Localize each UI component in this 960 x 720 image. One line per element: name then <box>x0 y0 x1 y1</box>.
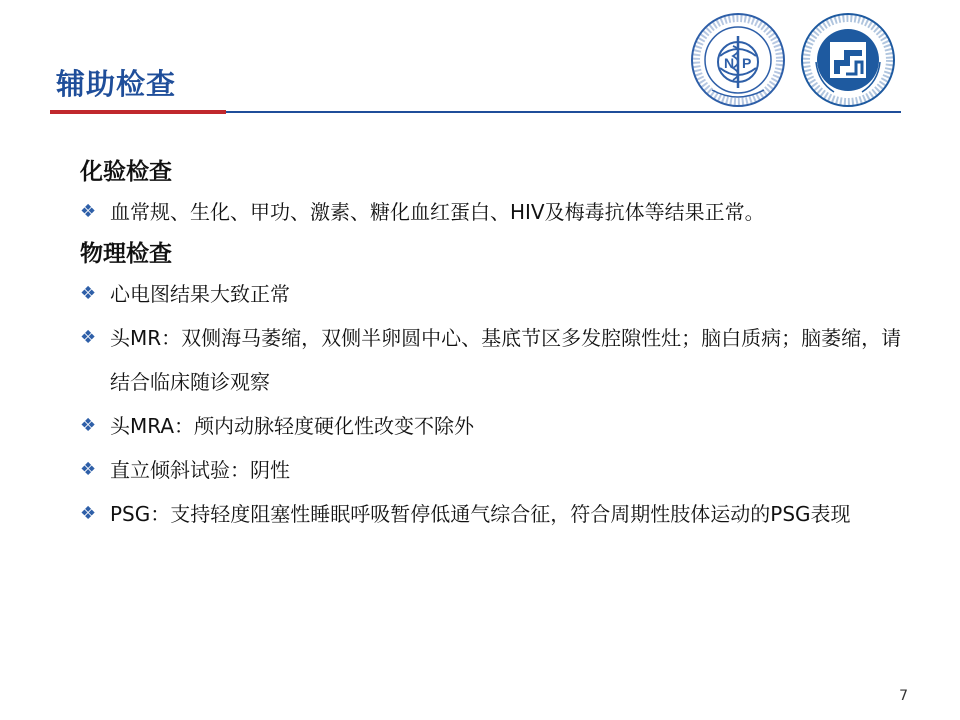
bullet-text: 头MRA：颅内动脉轻度硬化性改变不除外 <box>110 414 475 438</box>
list-item <box>80 316 920 404</box>
list-item <box>80 404 920 448</box>
bullet-text: 头MR：双侧海马萎缩，双侧半卵圆中心、基底节区多发腔隙性灶；脑白质病；脑萎缩，请结合临床随诊观察 <box>110 326 902 394</box>
peking-university-institute-of-mental-health-logo <box>800 12 896 108</box>
title-underline-blue <box>226 111 901 113</box>
diamond-bullet-icon: ❖ <box>80 459 97 480</box>
diamond-bullet-icon: ❖ <box>80 503 97 524</box>
list-item <box>80 448 920 492</box>
diamond-bullet-icon: ❖ <box>80 327 97 348</box>
mental-health-institute-emblem-icon <box>800 12 896 108</box>
diamond-bullet-icon: ❖ <box>80 415 97 436</box>
section-heading-physical-exams: 物理检查 <box>80 241 172 267</box>
list-item <box>80 190 920 234</box>
bullet-text: PSG：支持轻度阻塞性睡眠呼吸暂停低通气综合征，符合周期性肢体运动的PSG表现 <box>110 502 851 526</box>
bullet-text: 血常规、生化、甲功、激素、糖化血红蛋白、HIV及梅毒抗体等结果正常。 <box>110 200 765 224</box>
neurology-emblem-icon <box>690 12 786 108</box>
diamond-bullet-icon: ❖ <box>80 283 97 304</box>
section-heading-lab-tests: 化验检查 <box>80 159 172 185</box>
list-item <box>80 492 920 536</box>
title-underline-red <box>50 110 226 114</box>
page-number: 7 <box>899 688 908 704</box>
list-item <box>80 272 920 316</box>
slide-content <box>80 152 920 536</box>
bullet-text: 心电图结果大致正常 <box>110 282 290 306</box>
bullet-text: 直立倾斜试验：阴性 <box>110 458 290 482</box>
svg-text:N: N <box>724 55 735 71</box>
svg-text:P: P <box>742 55 752 71</box>
page-title: 辅助检查 <box>56 67 177 101</box>
diamond-bullet-icon: ❖ <box>80 201 97 222</box>
peking-university-sixth-hospital-neurology-logo <box>690 12 786 108</box>
